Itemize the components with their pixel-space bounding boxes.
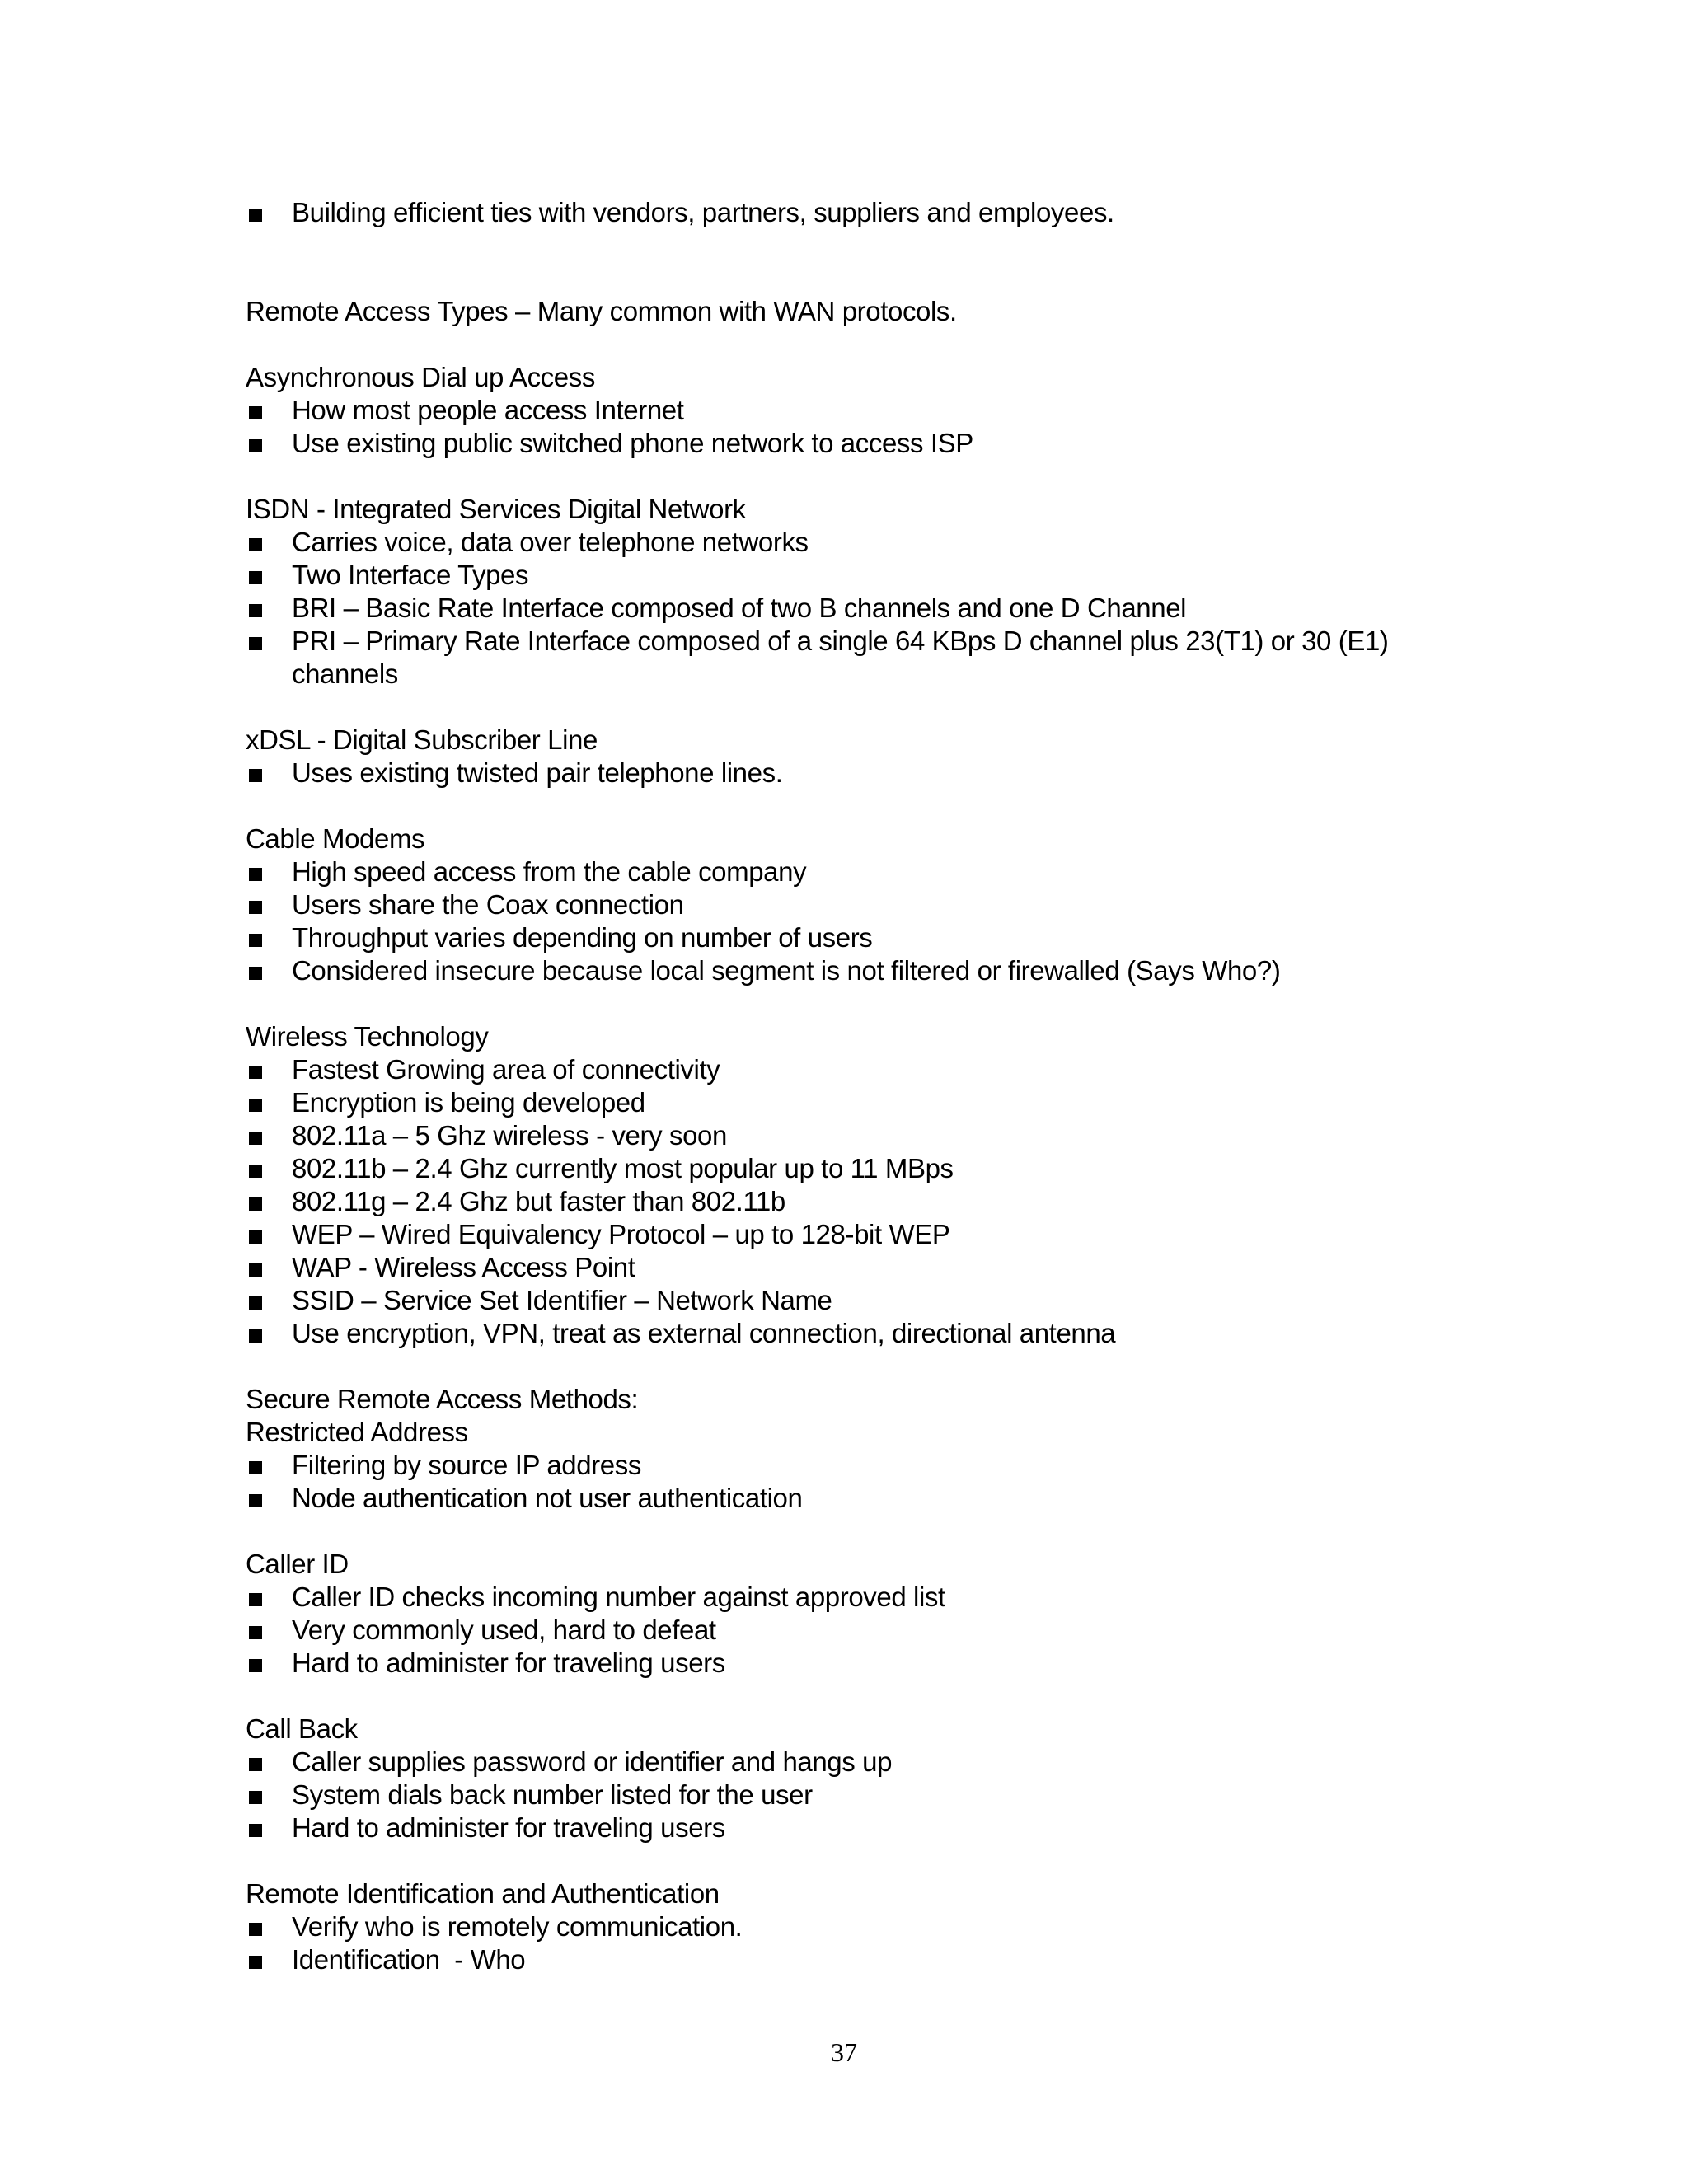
list-item-text: Verify who is remotely communication.: [292, 1911, 743, 1942]
list-item-text: Node authentication not user authentication: [292, 1483, 803, 1513]
spacer: [246, 1680, 1482, 1713]
list-item-text: Hard to administer for traveling users: [292, 1647, 725, 1678]
spacer: [246, 328, 1482, 361]
list-item-text: BRI – Basic Rate Interface composed of two B channels and one D Channel: [292, 593, 1187, 623]
list-item-text: Users share the Coax connection: [292, 889, 684, 920]
list-item: [246, 1119, 1482, 1152]
list-item: [246, 757, 1482, 790]
remote-access-heading: Remote Access Types – Many common with WAN protocols.: [246, 296, 957, 326]
list-item-text: WAP - Wireless Access Point: [292, 1252, 635, 1282]
section-subheading-restricted-address: Restricted Address: [246, 1417, 468, 1447]
intro-bullet-item: [246, 196, 1482, 229]
list-item: [246, 526, 1482, 559]
list-item-text: Encryption is being developed: [292, 1087, 645, 1118]
list-item: [246, 625, 1429, 691]
list-item: [246, 1779, 1482, 1811]
spacer: [246, 691, 1482, 724]
list-item-text: SSID – Service Set Identifier – Network Name: [292, 1285, 832, 1315]
list-item-text: System dials back number listed for the user: [292, 1779, 813, 1810]
list-item-text: Fastest Growing area of connectivity: [292, 1054, 720, 1085]
list-item: [246, 1284, 1482, 1317]
list-item-text: WEP – Wired Equivalency Protocol – up to 128-bit WEP: [292, 1219, 950, 1249]
list-item-text: Caller supplies password or identifier and hangs up: [292, 1746, 893, 1777]
list-item: [246, 1185, 1482, 1218]
spacer: [246, 1844, 1482, 1877]
list-item-text: Two Interface Types: [292, 560, 529, 590]
list-item-text: PRI – Primary Rate Interface composed of a single 64 KBps D channel plus 23(T1) or 30 (E1) channels: [292, 626, 1389, 689]
list-item: [246, 1746, 1482, 1779]
list-item-text: Identification - Who: [292, 1944, 526, 1975]
list-item: [246, 1647, 1482, 1680]
list-item-text: Filtering by source IP address: [292, 1450, 641, 1480]
list-item-text: Considered insecure because local segment is not filtered or firewalled (Says Who?): [292, 955, 1281, 986]
list-item: [246, 427, 1482, 460]
spacer: [246, 1515, 1482, 1548]
spacer: [246, 229, 1482, 295]
list-item-text: Use encryption, VPN, treat as external connection, directional antenna: [292, 1318, 1116, 1348]
list-item: [246, 1449, 1482, 1482]
section-heading-call-back: Call Back: [246, 1713, 358, 1744]
list-item-text: How most people access Internet: [292, 395, 684, 425]
list-item: [246, 1811, 1482, 1844]
list-item: [246, 1251, 1482, 1284]
section-heading-caller-id: Caller ID: [246, 1549, 349, 1579]
list-item-text: Caller ID checks incoming number against approved list: [292, 1582, 945, 1612]
list-item: [246, 921, 1482, 954]
list-item-text: Use existing public switched phone network to access ISP: [292, 428, 973, 458]
list-item: [246, 1152, 1482, 1185]
list-item-text: Throughput varies depending on number of users: [292, 922, 873, 953]
list-item: [246, 1943, 1482, 1976]
list-item: [246, 559, 1482, 592]
list-item-text: High speed access from the cable company: [292, 856, 807, 887]
list-item: [246, 1581, 1482, 1614]
list-item-text: Hard to administer for traveling users: [292, 1812, 725, 1843]
section-heading-isdn: ISDN - Integrated Services Digital Network: [246, 494, 746, 524]
list-item-text: 802.11a – 5 Ghz wireless - very soon: [292, 1120, 727, 1151]
list-item: [246, 954, 1482, 987]
list-item: [246, 1910, 1482, 1943]
list-item-text: 802.11b – 2.4 Ghz currently most popular up to 11 MBps: [292, 1153, 954, 1183]
section-heading-wireless: Wireless Technology: [246, 1021, 489, 1052]
list-item-text: 802.11g – 2.4 Ghz but faster than 802.11b: [292, 1186, 785, 1216]
list-item-text: Very commonly used, hard to defeat: [292, 1615, 716, 1645]
list-item-text: Carries voice, data over telephone networks: [292, 527, 809, 557]
page-content: [246, 196, 1482, 1976]
list-item: [246, 1218, 1482, 1251]
spacer: [246, 1350, 1482, 1383]
list-item-text: Uses existing twisted pair telephone lines.: [292, 757, 783, 788]
spacer: [246, 790, 1482, 823]
list-item: [246, 1053, 1482, 1086]
list-item: [246, 1482, 1482, 1515]
section-heading-cable-modems: Cable Modems: [246, 823, 425, 854]
list-item: [246, 394, 1482, 427]
section-heading-secure-remote-access: Secure Remote Access Methods:: [246, 1384, 639, 1414]
section-heading-remote-identification: Remote Identification and Authentication: [246, 1878, 720, 1909]
list-item: [246, 1086, 1482, 1119]
section-heading-async-dial: Asynchronous Dial up Access: [246, 362, 595, 392]
spacer: [246, 987, 1482, 1020]
page-number: 37: [831, 2037, 857, 2067]
list-item: [246, 888, 1482, 921]
list-item: [246, 1317, 1482, 1350]
list-item: [246, 592, 1482, 625]
list-item: [246, 855, 1482, 888]
spacer: [246, 460, 1482, 493]
list-item: [246, 1614, 1482, 1647]
section-heading-xdsl: xDSL - Digital Subscriber Line: [246, 724, 598, 755]
bullet-text: Building efficient ties with vendors, partners, suppliers and employees.: [292, 197, 1114, 227]
